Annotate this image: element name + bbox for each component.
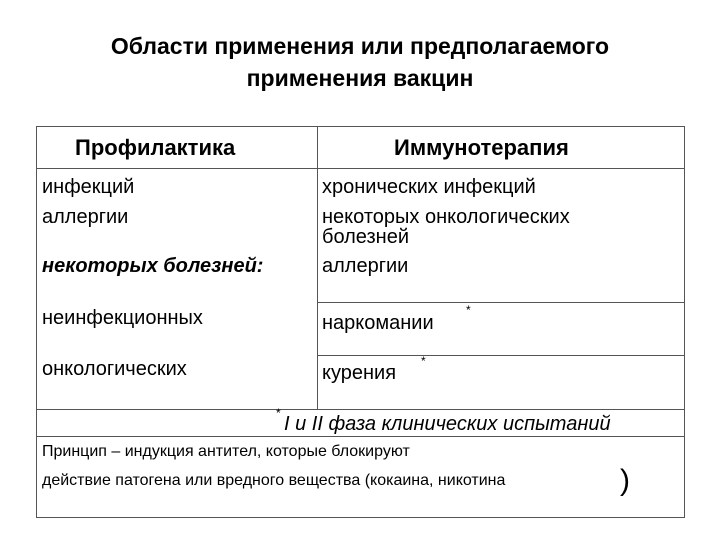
header-immunotherapy: Иммунотерапия [394, 135, 569, 160]
principle-closing-paren: ) [620, 464, 630, 497]
row-divider-2 [317, 355, 685, 356]
asterisk-drug-addiction: * [466, 303, 471, 317]
left-item-allergies: аллергии [42, 206, 129, 228]
title-line-1: Области применения или предполагаемого [110, 33, 610, 59]
left-item-oncological: онкологических [42, 358, 187, 380]
row-divider-1 [317, 302, 685, 303]
right-item-oncological-line2: болезней [322, 226, 410, 248]
header-prophylaxis: Профилактика [75, 135, 236, 160]
left-item-infections: инфекций [42, 176, 135, 198]
asterisk-smoking: * [421, 354, 426, 368]
right-item-chronic-infections: хронических инфекций [322, 176, 536, 198]
footnote-asterisk: * [276, 406, 281, 420]
right-item-allergies: аллергии [322, 255, 409, 277]
principle-line-2: действие патогена или вредного вещества (кокаина, никотина [42, 472, 506, 489]
footnote-top-divider [36, 409, 685, 410]
left-item-some-diseases: некоторых болезней: [42, 255, 264, 277]
header-divider [36, 168, 685, 169]
page-title [0, 30, 720, 94]
title-line-2: применения вакцин [246, 65, 474, 91]
right-item-smoking: курения [322, 362, 397, 384]
principle-line-1: Принцип – индукция антител, которые блокируют [42, 443, 410, 460]
right-item-drug-addiction: наркомании [322, 312, 434, 334]
footnote-text: I и II фаза клинических испытаний [284, 413, 611, 435]
right-item-oncological-line1: некоторых онкологических [322, 206, 570, 228]
footnote-bottom-divider [36, 436, 685, 437]
left-item-noninfectious: неинфекционных [42, 307, 203, 329]
